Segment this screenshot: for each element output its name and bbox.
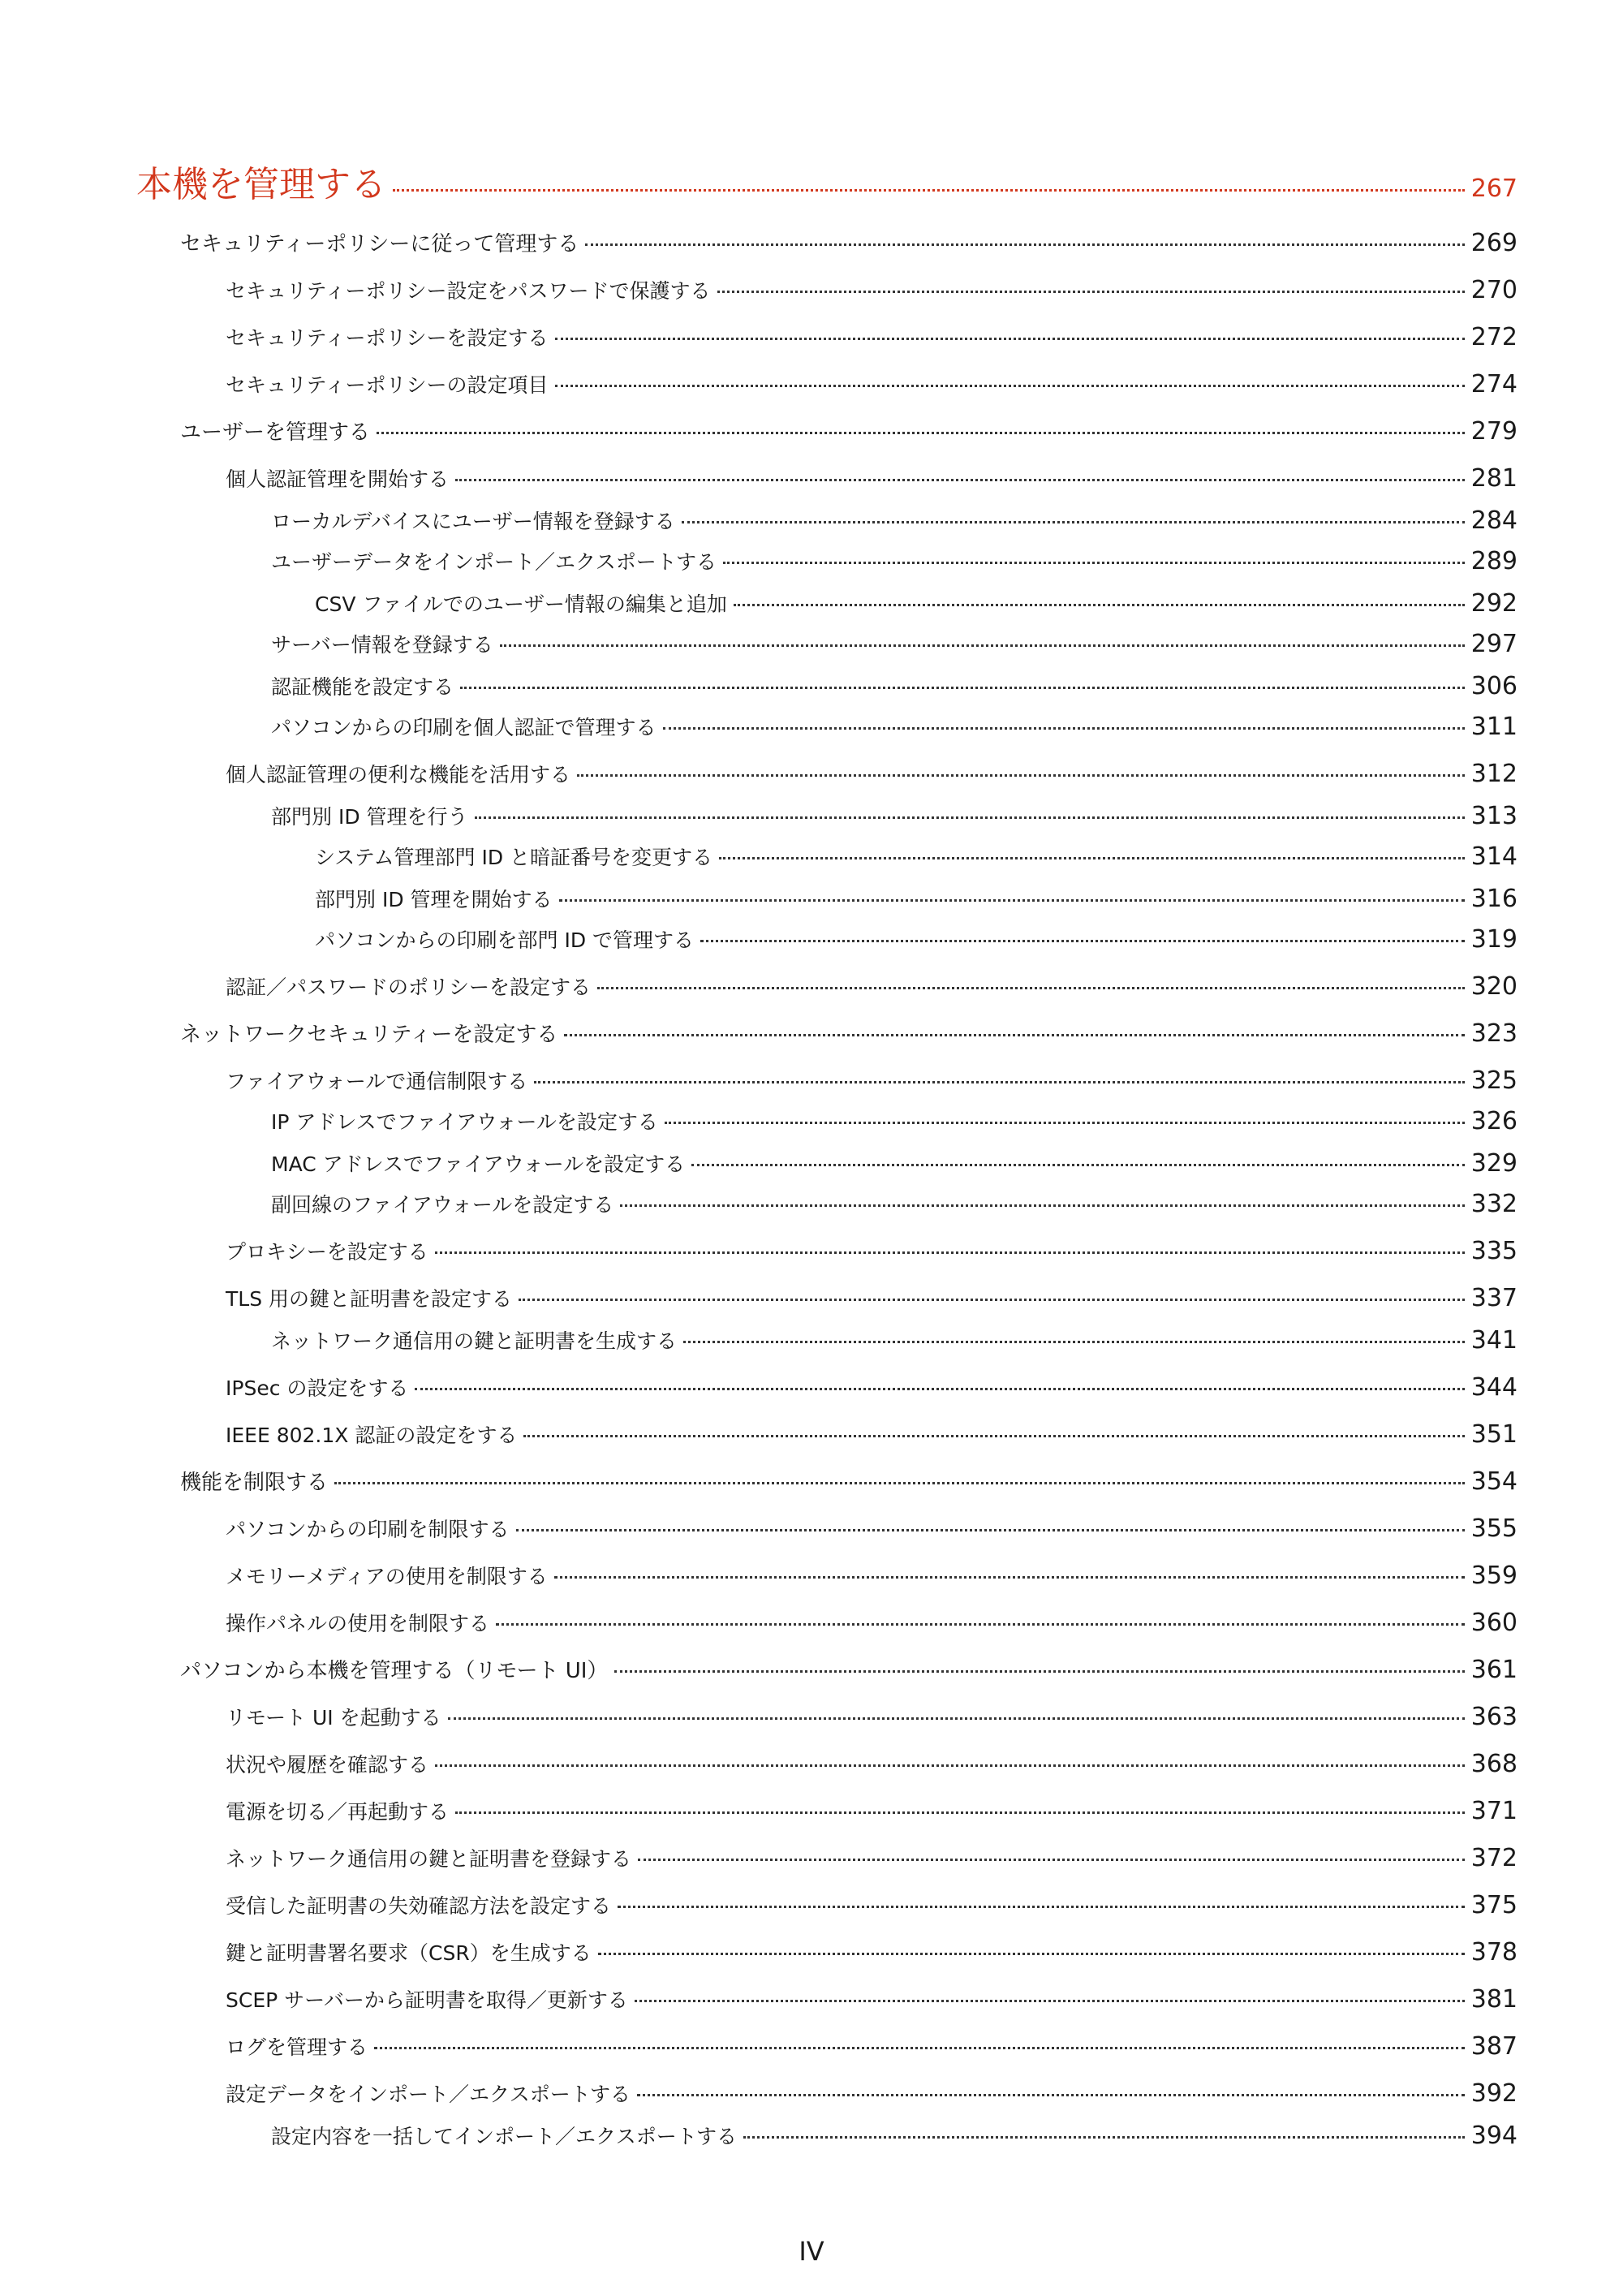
dot-leader — [415, 1388, 1464, 1390]
dot-leader — [496, 1623, 1465, 1626]
toc-entry[interactable] — [226, 1562, 1518, 1592]
toc-entry[interactable] — [226, 1750, 1518, 1780]
toc-entry[interactable] — [315, 842, 1518, 872]
dot-leader — [719, 857, 1465, 859]
toc-entry[interactable] — [226, 1891, 1518, 1921]
dot-leader — [723, 562, 1465, 564]
dot-leader — [638, 1859, 1465, 1861]
toc-entry[interactable] — [226, 1938, 1518, 1968]
dot-leader — [717, 291, 1465, 293]
page-number: IV — [799, 2236, 824, 2267]
toc-entry-page: 272 — [1470, 323, 1518, 351]
toc-entry-page: 394 — [1470, 2122, 1518, 2150]
toc-entry-page: 387 — [1470, 2032, 1518, 2061]
dot-leader — [435, 1251, 1465, 1254]
toc-entry[interactable] — [226, 760, 1518, 790]
toc-entry-page: 274 — [1470, 370, 1518, 398]
dot-leader — [500, 644, 1465, 647]
toc-entry[interactable] — [180, 1656, 1518, 1686]
toc-entry-title: 部門別 ID 管理を開始する — [315, 888, 553, 911]
toc-entry-title: CSV ファイルでのユーザー情報の編集と追加 — [315, 592, 727, 616]
toc-entry-page: 392 — [1470, 2079, 1518, 2108]
toc-entry-page: 311 — [1470, 713, 1518, 741]
toc-entry-title: SCEP サーバーから証明書を取得／更新する — [226, 1988, 628, 2012]
toc-entry-page: 269 — [1470, 229, 1518, 257]
toc-entry[interactable] — [271, 2122, 1518, 2152]
toc-entry[interactable] — [226, 276, 1518, 306]
toc-entry-page: 360 — [1470, 1609, 1518, 1637]
toc-entry-title: ファイアウォールで通信制限する — [226, 1070, 528, 1093]
dot-leader — [614, 1670, 1464, 1673]
toc-entry-title: 機能を制限する — [180, 1471, 329, 1495]
toc-entry-title: セキュリティーポリシーを設定する — [226, 326, 549, 350]
toc-entry-title: プロキシーを設定する — [226, 1240, 428, 1264]
toc-entry[interactable] — [226, 1844, 1518, 1874]
toc-entry[interactable] — [226, 1797, 1518, 1827]
toc-entry-title: MAC アドレスでファイアウォールを設定する — [271, 1152, 686, 1176]
dot-leader — [743, 2136, 1465, 2139]
dot-leader — [598, 1953, 1465, 1955]
toc-entry[interactable] — [226, 1420, 1518, 1450]
toc-entry-page: 368 — [1470, 1750, 1518, 1778]
dot-leader — [374, 2047, 1465, 2049]
toc-entry[interactable] — [180, 417, 1518, 447]
toc-entry[interactable] — [226, 1609, 1518, 1639]
toc-entry[interactable] — [271, 672, 1518, 702]
dot-leader — [635, 2000, 1465, 2002]
toc-entry-title: パソコンからの印刷を個人認証で管理する — [271, 716, 657, 739]
toc-entry-title: TLS 用の鍵と証明書を設定する — [226, 1287, 513, 1311]
toc-entry-page: 361 — [1470, 1656, 1518, 1684]
toc-entry-page: 335 — [1470, 1237, 1518, 1265]
toc-entry-title: IEEE 802.1X 認証の設定をする — [226, 1424, 518, 1447]
dot-leader — [683, 1341, 1465, 1343]
dot-leader — [618, 1906, 1465, 1908]
toc-entry-title: セキュリティーポリシーの設定項目 — [226, 373, 549, 397]
toc-entry-page: 325 — [1470, 1066, 1518, 1095]
toc-entry[interactable] — [226, 1237, 1518, 1267]
toc-entry-page: 381 — [1470, 1985, 1518, 2014]
toc-entry-page: 354 — [1470, 1467, 1518, 1496]
toc-entry-title: IPSec の設定をする — [226, 1376, 409, 1400]
dot-leader — [460, 687, 1465, 689]
dot-leader — [455, 1811, 1465, 1814]
toc-entry-page: 284 — [1470, 506, 1518, 535]
dot-leader — [519, 1299, 1465, 1301]
toc-entry-page: 316 — [1470, 885, 1518, 913]
toc-entry[interactable] — [226, 2079, 1518, 2109]
toc-entry-title: セキュリティーポリシー設定をパスワードで保護する — [226, 279, 711, 303]
toc-entry-title: 設定内容を一括してインポート／エクスポートする — [271, 2125, 738, 2148]
toc-entry-title: IP アドレスでファイアウォールを設定する — [271, 1110, 658, 1134]
dot-leader — [455, 479, 1465, 481]
toc-entry[interactable] — [271, 802, 1518, 832]
toc-entry[interactable] — [226, 323, 1518, 353]
toc-entry[interactable] — [315, 885, 1518, 915]
dot-leader — [734, 604, 1465, 606]
dot-leader — [700, 940, 1465, 942]
toc-entry-title: パソコンから本機を管理する（リモート UI） — [180, 1659, 609, 1683]
toc-entry-title: 本機を管理する — [136, 164, 386, 205]
toc-entry-title: 受信した証明書の失効確認方法を設定する — [226, 1894, 612, 1918]
dot-leader — [620, 1204, 1464, 1207]
dot-leader — [435, 1764, 1465, 1767]
toc-entry-page: 329 — [1470, 1149, 1518, 1178]
toc-entry-title: セキュリティーポリシーに従って管理する — [180, 232, 579, 256]
toc-entry-title: 認証機能を設定する — [271, 675, 454, 699]
toc-entry-page: 312 — [1470, 760, 1518, 788]
toc-entry[interactable] — [226, 1066, 1518, 1096]
toc-entry-title: ネットワーク通信用の鍵と証明書を生成する — [271, 1329, 678, 1353]
toc-entry[interactable] — [271, 630, 1518, 660]
toc-entry-title: ユーザーを管理する — [180, 420, 371, 445]
toc-entry-page: 313 — [1470, 802, 1518, 830]
toc-entry-title: ネットワークセキュリティーを設定する — [180, 1023, 558, 1047]
dot-leader — [564, 1034, 1464, 1036]
dot-leader — [534, 1081, 1464, 1083]
toc-entry[interactable] — [180, 1467, 1518, 1497]
toc-entry-title: ログを管理する — [226, 2035, 368, 2059]
toc-entry-title: パソコンからの印刷を部門 ID で管理する — [315, 928, 695, 952]
toc-entry-title: 個人認証管理を開始する — [226, 467, 450, 491]
chapter-heading[interactable] — [136, 164, 1518, 205]
toc-entry[interactable] — [315, 925, 1518, 955]
dot-leader — [475, 816, 1465, 819]
toc-entry[interactable] — [226, 1284, 1518, 1314]
toc-entry[interactable] — [226, 1514, 1518, 1544]
toc-entry[interactable] — [271, 713, 1518, 743]
toc-entry[interactable] — [226, 370, 1518, 400]
toc-entry[interactable] — [271, 1107, 1518, 1137]
toc-entry-page: 323 — [1470, 1019, 1518, 1048]
toc-entry-title: 設定データをインポート／エクスポートする — [226, 2083, 631, 2106]
dot-leader — [523, 1435, 1464, 1437]
dot-leader — [554, 1576, 1465, 1579]
toc-entry-page: 319 — [1470, 925, 1518, 954]
dot-leader — [393, 189, 1465, 192]
toc-entry-page: 270 — [1470, 276, 1518, 304]
toc-entry-title: 副回線のファイアウォールを設定する — [271, 1193, 614, 1217]
toc-entry[interactable] — [271, 1149, 1518, 1179]
toc-entry-title: リモート UI を起動する — [226, 1706, 441, 1730]
toc-entry-page: 337 — [1470, 1284, 1518, 1312]
toc-entry-page: 289 — [1470, 547, 1518, 575]
dot-leader — [637, 2094, 1465, 2096]
toc-entry-title: 電源を切る／再起動する — [226, 1800, 450, 1824]
toc-entry-title: 個人認証管理の便利な機能を活用する — [226, 763, 571, 786]
toc-entry-page: 372 — [1470, 1844, 1518, 1872]
toc-entry[interactable] — [271, 547, 1518, 577]
toc-entry-title: 部門別 ID 管理を行う — [271, 805, 468, 829]
toc-entry-page: 355 — [1470, 1514, 1518, 1543]
toc-entry-page: 326 — [1470, 1107, 1518, 1135]
toc-entry[interactable] — [226, 972, 1518, 1002]
toc-entry[interactable] — [271, 1190, 1518, 1220]
toc-entry-page: 332 — [1470, 1190, 1518, 1218]
toc-entry[interactable] — [226, 1703, 1518, 1733]
toc-entry-page: 292 — [1470, 589, 1518, 618]
dot-leader — [555, 338, 1465, 340]
toc-entry[interactable] — [271, 1326, 1518, 1356]
toc-entry-page: 378 — [1470, 1938, 1518, 1966]
toc-entry-page: 344 — [1470, 1373, 1518, 1402]
toc-entry[interactable] — [226, 2032, 1518, 2062]
toc-entry-title: ネットワーク通信用の鍵と証明書を登録する — [226, 1847, 632, 1871]
toc-entry[interactable] — [226, 1373, 1518, 1403]
toc-entry[interactable] — [315, 589, 1518, 619]
toc-entry[interactable] — [180, 1019, 1518, 1049]
toc-entry-page: 314 — [1470, 842, 1518, 871]
dot-leader — [691, 1164, 1465, 1166]
dot-leader — [555, 385, 1465, 387]
toc-entry-page: 341 — [1470, 1326, 1518, 1355]
toc-entry-title: 状況や履歴を確認する — [226, 1753, 429, 1777]
toc-entry-title: ローカルデバイスにユーザー情報を登録する — [271, 510, 675, 533]
toc-entry-page: 375 — [1470, 1891, 1518, 1919]
toc-entry-title: 操作パネルの使用を制限する — [226, 1612, 490, 1635]
toc-entry[interactable] — [226, 464, 1518, 494]
dot-leader — [585, 243, 1464, 246]
toc-entry-page: 281 — [1470, 464, 1518, 493]
toc-entry-page: 359 — [1470, 1562, 1518, 1590]
toc-entry-page: 279 — [1470, 417, 1518, 446]
dot-leader — [597, 987, 1465, 989]
toc-entry-title: システム管理部門 ID と暗証番号を変更する — [315, 846, 713, 869]
dot-leader — [663, 727, 1465, 730]
toc-entry-page: 297 — [1470, 630, 1518, 658]
toc-entry[interactable] — [180, 229, 1518, 259]
dot-leader — [577, 774, 1465, 777]
toc-entry-page: 306 — [1470, 672, 1518, 700]
dot-leader — [665, 1122, 1465, 1124]
toc-entry-page: 320 — [1470, 972, 1518, 1001]
toc-entry-page: 371 — [1470, 1797, 1518, 1825]
toc-entry-title: メモリーメディアの使用を制限する — [226, 1565, 548, 1588]
toc-entry-title: サーバー情報を登録する — [271, 633, 493, 657]
dot-leader — [516, 1529, 1465, 1531]
toc-entry-page: 363 — [1470, 1703, 1518, 1731]
dot-leader — [334, 1482, 1465, 1484]
toc-entry-title: 鍵と証明書署名要求（CSR）を生成する — [226, 1941, 592, 1965]
toc-entry[interactable] — [271, 506, 1518, 536]
dot-leader — [377, 432, 1465, 434]
dot-leader — [448, 1717, 1465, 1720]
toc-entry-title: 認証／パスワードのポリシーを設定する — [226, 976, 592, 999]
toc-entry-title: パソコンからの印刷を制限する — [226, 1518, 510, 1541]
dot-leader — [559, 899, 1465, 902]
toc-entry-page: 267 — [1470, 174, 1518, 203]
toc-entry[interactable] — [226, 1985, 1518, 2015]
toc-entry-title: ユーザーデータをインポート／エクスポートする — [271, 550, 717, 574]
toc-entry-page: 351 — [1470, 1420, 1518, 1449]
dot-leader — [682, 521, 1465, 523]
